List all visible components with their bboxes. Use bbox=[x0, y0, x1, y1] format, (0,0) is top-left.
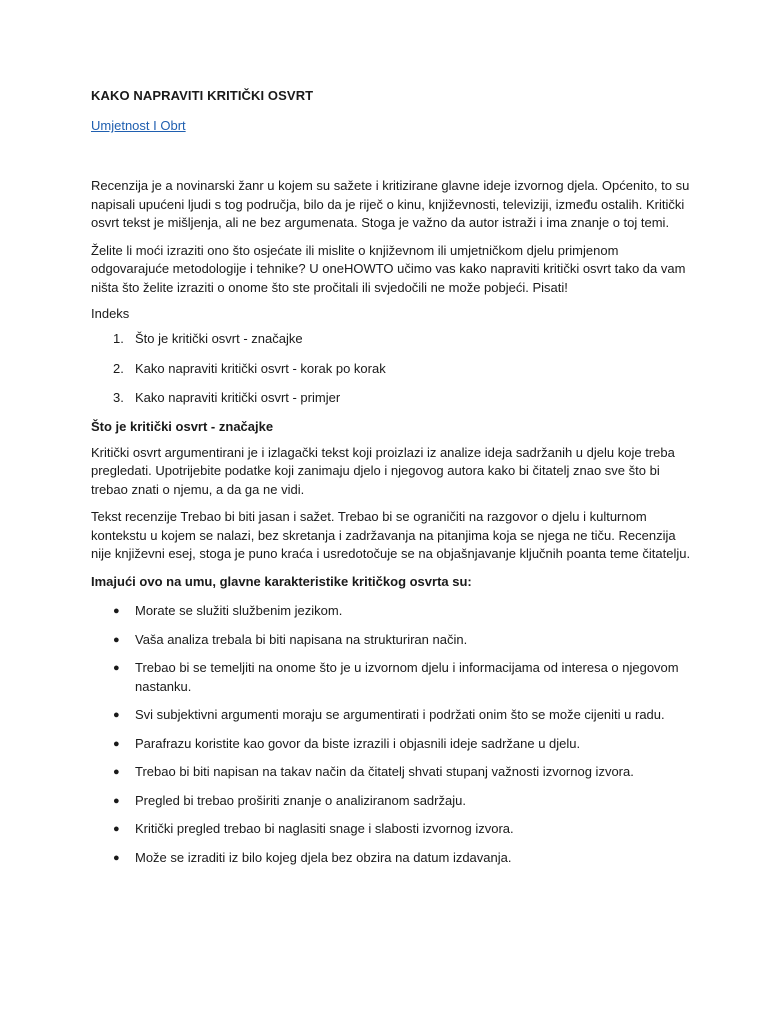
feature-item bbox=[91, 602, 691, 621]
feature-item bbox=[91, 820, 691, 839]
features-intro: Imajući ovo na umu, glavne karakteristike kritičkog osvrta su: bbox=[91, 573, 472, 589]
index-item-2[interactable] bbox=[91, 360, 691, 379]
bullet-icon: ● bbox=[113, 633, 120, 646]
index-item-number: 2. bbox=[113, 360, 124, 376]
feature-text: Svi subjektivni argumenti moraju se argumentirati i podržati onim što se može cijeniti u radu. bbox=[135, 707, 665, 722]
feature-text: Morate se služiti službenim jezikom. bbox=[135, 603, 343, 618]
feature-item bbox=[91, 763, 691, 782]
document-page bbox=[91, 88, 691, 877]
index-item-label: Što je kritički osvrt - značajke bbox=[135, 331, 303, 346]
index-item-1[interactable] bbox=[91, 330, 691, 349]
feature-item bbox=[91, 792, 691, 811]
document-title: KAKO NAPRAVITI KRITIČKI OSVRT bbox=[91, 88, 314, 103]
feature-text: Vaša analiza trebala bi biti napisana na strukturiran način. bbox=[135, 631, 468, 647]
index-title: Indeks bbox=[91, 306, 130, 321]
section-paragraph-1: Kritički osvrt argumentirani je i izlagački tekst koji proizlazi iz analize ideja sadržanih u djelu koje treba pregledati. Upotrijebite podatke koji zanimaju djelo i njegovog autora kako bi čitatelj znao sve što bi trebao znati o njemu, a da ga ne vidi. bbox=[91, 444, 675, 497]
bullet-icon: ● bbox=[113, 823, 120, 835]
bullet-icon: ● bbox=[113, 709, 120, 721]
feature-text: Parafrazu koristite kao govor da biste izrazili i objasnili ideje sadržane u djelu. bbox=[135, 735, 581, 751]
index-item-3[interactable] bbox=[91, 389, 691, 408]
bullet-icon: ● bbox=[113, 662, 120, 674]
feature-item bbox=[91, 706, 691, 725]
features-list bbox=[91, 602, 691, 867]
bullet-icon: ● bbox=[113, 851, 120, 864]
index-item-number: 3. bbox=[113, 390, 124, 405]
index-item-label: Kako napraviti kritički osvrt - korak po korak bbox=[135, 360, 386, 376]
feature-item bbox=[91, 849, 691, 868]
bullet-icon: ● bbox=[113, 794, 120, 807]
index-item-label: Kako napraviti kritički osvrt - primjer bbox=[135, 390, 341, 405]
feature-text: Može se izraditi iz bilo kojeg djela bez obzira na datum izdavanja. bbox=[135, 849, 512, 865]
second-paragraph: Želite li moći izraziti ono što osjećate ili mislite o književnom ili umjetničkom djelu primjenom odgovarajuće metodologije i tehnike? U oneHOWTO učimo vas kako napraviti kritički osvrt tako da vam ništa što želite izraziti o onome što ste pročitali ili svjedočili ne može pobjeći. Pisati! bbox=[91, 242, 686, 295]
intro-paragraph: Recenzija je a novinarski žanr u kojem su sažete i kritizirane glavne ideje izvornog djela. Općenito, to su napisali upućeni ljudi s tog područja, bilo da je riječ o kinu, književnosti, televiziji, između ostalih. Kritički osvrt tekst je mišljenja, ali ne bez argumenata. Stoga je važno da autor istraži i ima znanje o toj temi. bbox=[91, 178, 690, 230]
feature-item bbox=[91, 659, 691, 696]
feature-text: Kritički pregled trebao bi naglasiti snage i slabosti izvornog izvora. bbox=[135, 821, 514, 836]
feature-text: Trebao bi biti napisan na takav način da čitatelj shvati stupanj važnosti izvornog izvora. bbox=[135, 764, 634, 779]
bullet-icon: ● bbox=[113, 605, 120, 617]
bullet-icon: ● bbox=[113, 766, 120, 778]
feature-text: Pregled bi trebao proširiti znanje o analiziranom sadržaju. bbox=[135, 792, 466, 808]
feature-text: Trebao bi se temeljiti na onome što je u izvornom djelu i informacijama od interesa o njegovom nastanku. bbox=[135, 660, 679, 694]
index-list bbox=[91, 330, 691, 408]
category-link[interactable]: Umjetnost I Obrt bbox=[91, 118, 186, 133]
feature-item bbox=[91, 735, 691, 754]
bullet-icon: ● bbox=[113, 737, 120, 750]
section-paragraph-2: Tekst recenzije Trebao bi biti jasan i sažet. Trebao bi se ograničiti na razgovor o djelu i kulturnom kontekstu u kojem se nalazi, bez skretanja i zadržavanja na pitanjima koja se njega ne tiču. Recenzija nije književni esej, stoga je puno kraća i usredotočuje se na objašnjavanje ključnih poanta teme čitatelju. bbox=[91, 509, 691, 561]
section-heading: Što je kritički osvrt - značajke bbox=[91, 418, 274, 434]
feature-item bbox=[91, 631, 691, 650]
index-item-number: 1. bbox=[113, 331, 124, 346]
